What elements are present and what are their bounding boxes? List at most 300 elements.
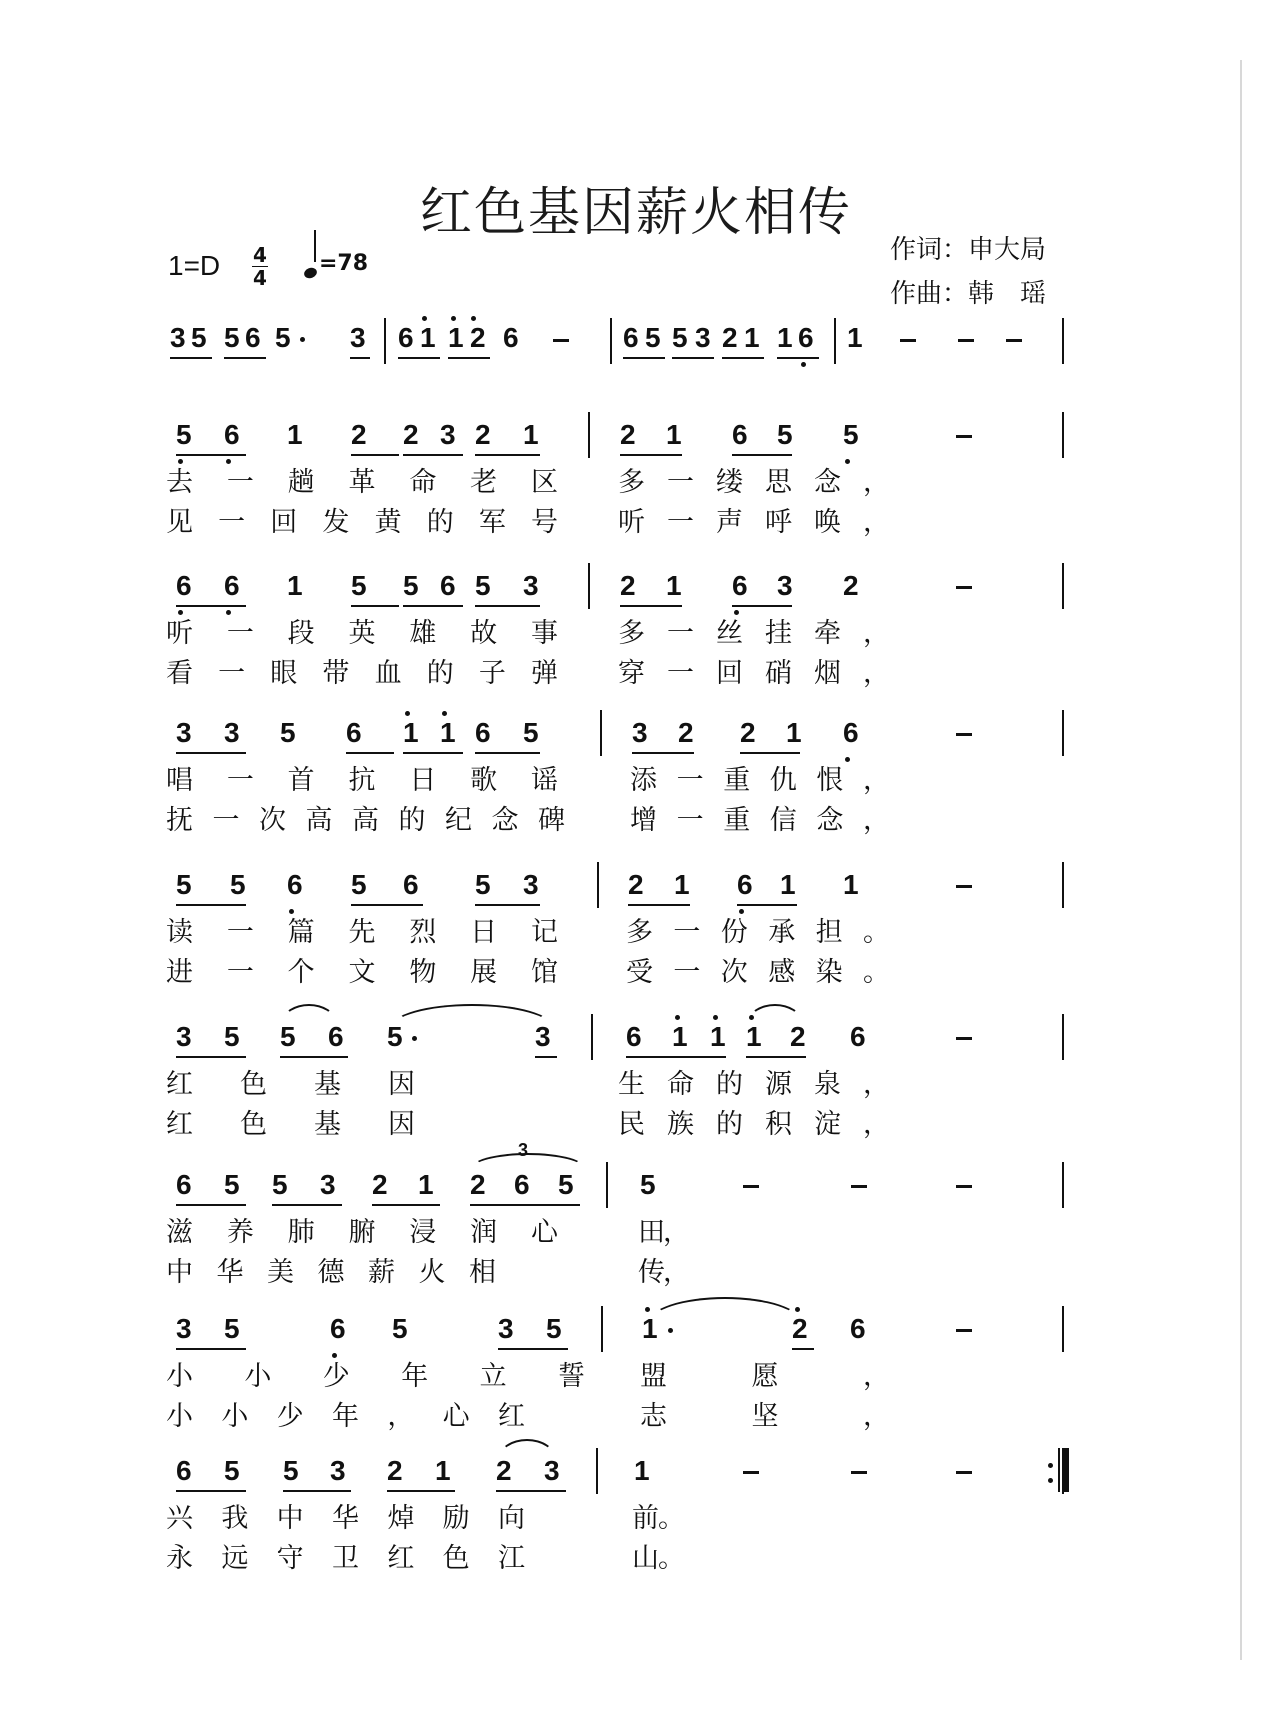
lyric-verse2: 回 [716,658,743,689]
sustain-dash [956,435,972,438]
melody-note: 1 [435,1455,451,1486]
underline [372,1204,440,1206]
lyric-verse2: 眼 [270,658,298,689]
bar-line [591,1014,593,1060]
lyric-verse2: ， [863,507,890,538]
lyric-verse1: 励 [442,1503,470,1534]
sustain-dash [851,1185,867,1188]
lyric-verse2: 一 [667,507,694,538]
lyric-verse2: ， [863,1109,890,1140]
lyric-verse2: 个 [287,957,315,988]
lyric-verse2: 山 [632,1543,659,1574]
melody-note: 2 [372,1169,388,1200]
lyric-verse1: ， [863,618,890,649]
intro-note: 6 [503,322,519,353]
key-signature: 1=D [168,250,221,281]
octave-dot-below [739,909,744,914]
lyric-verse1: 趟 [287,467,315,498]
underline [623,357,665,359]
lyric-verse1: 丝 [716,618,743,649]
bar-line [588,563,590,609]
lyric-verse2: 华 [216,1257,244,1288]
lyric-verse2: 因 [388,1109,415,1140]
melody-note: 6 [732,570,748,601]
melody-note: 6 [330,1313,346,1344]
lyric-verse2: 血 [374,658,402,689]
lyric-verse1: 向 [498,1503,525,1534]
triplet-mark: 3 [518,1140,529,1160]
melody-note: 1 [674,869,690,900]
melody-note: 6 [850,1021,866,1052]
lyric-verse2: 一 [667,658,694,689]
lyric-verse2: 声 [716,507,743,538]
intro-note: 3 [170,322,186,353]
underline [387,1490,455,1492]
lyric-verse1: 谣 [531,765,558,796]
lyric-verse2: ， [387,1401,415,1432]
lyric-verse2: 高 [305,805,333,836]
augmentation-dot [412,1036,417,1041]
melody-note: 1 [523,419,539,450]
lyric-verse1: 歌 [470,765,498,796]
lyric-verse2: 军 [478,507,506,538]
lyric-verse1: 色 [240,1069,267,1100]
octave-dot-below [734,610,739,615]
lyric-verse2: 。 [658,1543,685,1574]
lyric-verse2: 黄 [374,507,402,538]
lyric-verse2: 物 [409,957,437,988]
underline [176,454,246,456]
lyric-verse1: ， [863,765,890,796]
lyric-verse2: 一 [226,957,254,988]
lyric-verse2: 听 [618,507,645,538]
melody-note: 1 [780,869,796,900]
slur [498,1439,556,1459]
lyric-verse2: 火 [418,1257,446,1288]
underline [628,904,690,906]
lyric-verse1: 红 [166,1069,193,1100]
lyric-verse1: 老 [470,467,498,498]
underline [672,357,714,359]
melody-note: 5 [523,717,539,748]
melody-note: 5 [403,570,419,601]
lyric-verse2: 染 [815,957,843,988]
lyric-verse2: 。 [863,957,890,988]
lyric-verse1: 腑 [348,1217,376,1248]
lyric-verse1: 一 [226,467,254,498]
repeat-dot [1048,1478,1053,1483]
lyric-verse2: 馆 [531,957,558,988]
melody-note: 1 [746,1021,762,1052]
lyric-verse2: 民 [618,1109,645,1140]
lyric-verse1: 事 [531,618,558,649]
melody-note: 3 [777,570,793,601]
repeat-dot [1048,1463,1053,1468]
melody-note: 3 [176,1313,192,1344]
melody-note: 6 [176,570,192,601]
intro-note: 1 [744,322,760,353]
lyric-verse1: 。 [658,1503,685,1534]
lyric-verse1: 抗 [348,765,376,796]
lyric-verse2: 回 [270,507,298,538]
melody-note: 5 [224,1021,240,1052]
octave-dot-below [178,610,183,615]
lyric-verse2: 年 [332,1401,359,1432]
intro-note: 5 [275,322,291,353]
lyric-verse2: 小 [166,1401,193,1432]
lyric-verse2: 见 [166,507,193,538]
lyric-verse1: 缕 [716,467,743,498]
lyric-verse1: 命 [409,467,437,498]
lyric-verse2: 穿 [618,658,645,689]
lyric-verse1: 愿 [751,1361,779,1392]
lyric-verse1: 一 [667,467,694,498]
lyric-verse2: 远 [221,1543,249,1574]
octave-dot-above [451,316,456,321]
lyric-verse1: 思 [765,467,792,498]
melody-note: 5 [843,419,859,450]
time-sig-top: 4 [253,243,267,267]
lyric-verse1: 润 [470,1217,498,1248]
melody-note: 3 [544,1455,560,1486]
lyric-verse1: 听 [166,618,193,649]
sustain-dash [553,339,569,342]
lyric-verse2: 信 [769,805,797,836]
lyric-verse2: 弹 [531,658,558,689]
lyric-verse2: 的 [716,1109,743,1140]
slur [648,1297,802,1323]
octave-dot-below [801,362,806,367]
lyric-verse1: 一 [673,917,701,948]
melody-note: 1 [843,869,859,900]
lyric-verse1: 源 [765,1069,792,1100]
melody-note: 1 [418,1169,434,1200]
melody-note: 5 [224,1313,240,1344]
lyric-verse1: 年 [401,1361,429,1392]
lyric-verse2: 卫 [332,1543,359,1574]
melody-note: 5 [224,1169,240,1200]
lyric-verse1: 唱 [166,765,193,796]
lyric-verse2: 烟 [814,658,841,689]
song-title: 红色基因薪火相传 [419,183,852,243]
melody-note: 6 [224,419,240,450]
lyric-verse1: 担 [815,917,843,948]
sustain-dash [900,339,916,342]
sustain-dash [956,885,972,888]
lyric-verse2: 基 [314,1109,341,1140]
lyric-verse1: 立 [479,1361,507,1392]
underline [732,605,792,607]
underline [737,904,797,906]
lyric-verse2: 文 [348,957,376,988]
lyric-verse1: 一 [226,765,254,796]
sustain-dash [956,1329,972,1332]
octave-dot-below [289,909,294,914]
lyric-verse2: 号 [531,507,558,538]
lyric-verse2: 唤 [814,507,841,538]
sustain-dash [743,1185,759,1188]
lyric-verse1: 小 [244,1361,272,1392]
underline [403,752,463,754]
octave-dot-below [332,1353,337,1358]
underline [176,752,246,754]
lyric-verse2: 相 [469,1257,496,1288]
melody-note: 6 [843,717,859,748]
lyric-verse1: 故 [470,618,498,649]
melody-note: 6 [514,1169,530,1200]
octave-dot-above [442,711,447,716]
melody-note: 1 [287,570,303,601]
lyric-verse1: 日 [470,917,498,948]
melody-note: 5 [272,1169,288,1200]
underline [475,454,540,456]
lyric-verse1: 革 [348,467,376,498]
intro-note: 5 [191,322,207,353]
underline [535,1056,557,1058]
intro-note: 5 [645,322,661,353]
lyric-verse1: 念 [814,467,841,498]
lyric-verse1: ， [863,1069,890,1100]
slur [282,1004,336,1022]
lyric-verse2: 重 [723,805,751,836]
melody-note: 1 [666,570,682,601]
octave-dot-below [845,459,850,464]
lyric-verse2: 呼 [765,507,792,538]
melody-note: 3 [224,717,240,748]
melody-note: 5 [558,1169,574,1200]
bar-line [1062,1306,1064,1352]
melody-note: 1 [786,717,802,748]
melody-note: 5 [640,1169,656,1200]
sustain-dash [743,1471,759,1474]
lyric-verse2: 色 [442,1543,470,1574]
lyric-verse1: 记 [531,917,558,948]
melody-note: 1 [672,1021,688,1052]
underline [632,752,694,754]
melody-note: 2 [620,570,636,601]
melody-note: 5 [387,1021,403,1052]
sustain-dash [956,733,972,736]
sustain-dash [956,1185,972,1188]
bar-line [1062,862,1064,908]
lyric-verse2: 守 [276,1543,304,1574]
underline [350,357,370,359]
lyric-verse1: 份 [720,917,748,948]
melody-note: 3 [498,1313,514,1344]
lyric-verse2: 纪 [445,805,472,836]
underline [746,1056,806,1058]
lyric-verse2: 的 [426,658,454,689]
intro-note: 6 [798,322,814,353]
lyric-verse2: 江 [498,1543,525,1574]
melody-note: 2 [620,419,636,450]
lyric-verse2: 传 [638,1257,665,1288]
lyric-verse2: ， [863,805,890,836]
lyric-verse1: 篇 [287,917,315,948]
bar-line [834,318,836,364]
melody-note: 2 [792,1313,808,1344]
melody-note: 2 [475,419,491,450]
lyric-verse2: ， [863,1401,890,1432]
melody-note: 5 [280,1021,296,1052]
intro-note: 5 [224,322,240,353]
melody-note: 6 [346,717,362,748]
lyric-verse2: 永 [166,1543,193,1574]
lyric-verse1: 仇 [769,765,797,796]
melody-note: 5 [280,717,296,748]
octave-dot-below [845,757,850,762]
lyric-verse2: ， [863,658,890,689]
lyric-verse2: 薪 [368,1257,395,1288]
lyric-verse2: 红 [166,1109,193,1140]
lyric-verse1: 段 [287,618,315,649]
lyric-verse1: 少 [322,1361,350,1392]
lyric-verse2: 色 [240,1109,267,1140]
lyric-verse2: 一 [212,805,240,836]
melody-note: 2 [790,1021,806,1052]
octave-dot-above [795,1307,800,1312]
lyric-verse1: 心 [531,1217,558,1248]
octave-dot-above [405,711,410,716]
lyric-verse1: 承 [768,917,796,948]
melody-note: 6 [328,1021,344,1052]
lyric-verse2: 高 [352,805,379,836]
bar-line [596,1448,598,1494]
lyric-verse1: 英 [348,618,376,649]
intro-note: 2 [470,322,486,353]
intro-note: 2 [722,322,738,353]
bar-line [606,1162,608,1208]
lyric-verse1: 去 [166,467,193,498]
lyricist: 作词：申大局 [890,235,1047,265]
lyric-verse2: 子 [478,658,506,689]
underline [722,357,764,359]
melody-note: 3 [523,570,539,601]
intro-note: 6 [398,322,414,353]
lyric-verse1: 雄 [409,618,437,649]
lyric-verse1: 。 [863,917,890,948]
lyric-verse2: 硝 [765,658,792,689]
lyric-verse1: 烈 [409,917,437,948]
lyric-verse2: 的 [398,805,426,836]
lyric-verse1: 命 [667,1069,694,1100]
melody-note: 6 [224,570,240,601]
melody-note: 6 [850,1313,866,1344]
bar-line [1058,1448,1060,1492]
lyric-verse1: ， [863,1361,890,1392]
lyric-verse2: 看 [166,658,193,689]
lyric-verse2: 次 [259,805,286,836]
underline [740,752,800,754]
melody-note: 3 [176,1021,192,1052]
melody-note: 6 [732,419,748,450]
melody-note: 3 [632,717,648,748]
lyric-verse2: 心 [442,1401,470,1432]
melody-note: 2 [843,570,859,601]
lyric-verse2: 增 [630,805,657,836]
lyric-verse1: 因 [388,1069,415,1100]
intro-note: 1 [777,322,793,353]
lyric-verse2: 念 [816,805,844,836]
melody-note: 6 [403,869,419,900]
underline [470,1204,580,1206]
sustain-dash [958,339,974,342]
underline [403,454,463,456]
underline [732,454,792,456]
melody-note: 3 [320,1169,336,1200]
lyric-verse2: 一 [218,658,246,689]
bar-line [610,318,612,364]
melody-note: 5 [777,419,793,450]
lyric-verse1: 生 [618,1069,645,1100]
melody-note: 3 [176,717,192,748]
lyric-verse2: 积 [765,1109,792,1140]
intro-note: 1 [448,322,464,353]
lyric-verse2: 的 [426,507,454,538]
intro-note: 3 [695,322,711,353]
lyric-verse2: 坚 [751,1401,779,1432]
melody-note: 5 [475,869,491,900]
underline [398,357,440,359]
melody-note: 5 [224,1455,240,1486]
bar-line [600,710,602,756]
underline [280,1056,348,1058]
lyric-verse1: 兴 [166,1503,193,1534]
melody-note: 6 [287,869,303,900]
underline [176,1348,246,1350]
underline [777,357,819,359]
melody-note: 3 [523,869,539,900]
melody-note: 5 [176,869,192,900]
lyric-verse1: 基 [314,1069,341,1100]
melody-note: 1 [642,1313,658,1344]
sustain-dash [1006,339,1022,342]
underline [176,1490,246,1492]
augmentation-dot [668,1328,673,1333]
melody-note: 5 [546,1313,562,1344]
melody-note: 1 [710,1021,726,1052]
melody-note: 2 [351,419,367,450]
lyric-verse1: 田 [638,1217,665,1248]
sustain-dash [851,1471,867,1474]
time-sig-bottom: 4 [253,266,267,290]
intro-note: 3 [350,322,366,353]
melody-note: 5 [392,1313,408,1344]
octave-dot-above [422,316,427,321]
lyric-verse1: 誓 [558,1361,585,1392]
underline [475,752,540,754]
lyric-verse1: 我 [221,1503,249,1534]
lyric-verse1: 养 [226,1217,254,1248]
lyric-verse1: 牵 [814,618,841,649]
lyric-verse2: 一 [673,957,701,988]
slur [748,1004,802,1022]
slur [390,1004,554,1028]
octave-dot-above [645,1307,650,1312]
lyric-verse1: 恨 [816,765,844,796]
melody-note: 1 [666,419,682,450]
bar-line [1062,412,1064,458]
underline [346,752,394,754]
melody-note: 5 [283,1455,299,1486]
underline [403,605,463,607]
melody-note: 2 [678,717,694,748]
melody-note: 3 [330,1455,346,1486]
bar-line [1062,563,1064,609]
lyric-verse2: 发 [322,507,350,538]
lyric-verse1: 重 [723,765,751,796]
lyric-verse1: 一 [667,618,694,649]
